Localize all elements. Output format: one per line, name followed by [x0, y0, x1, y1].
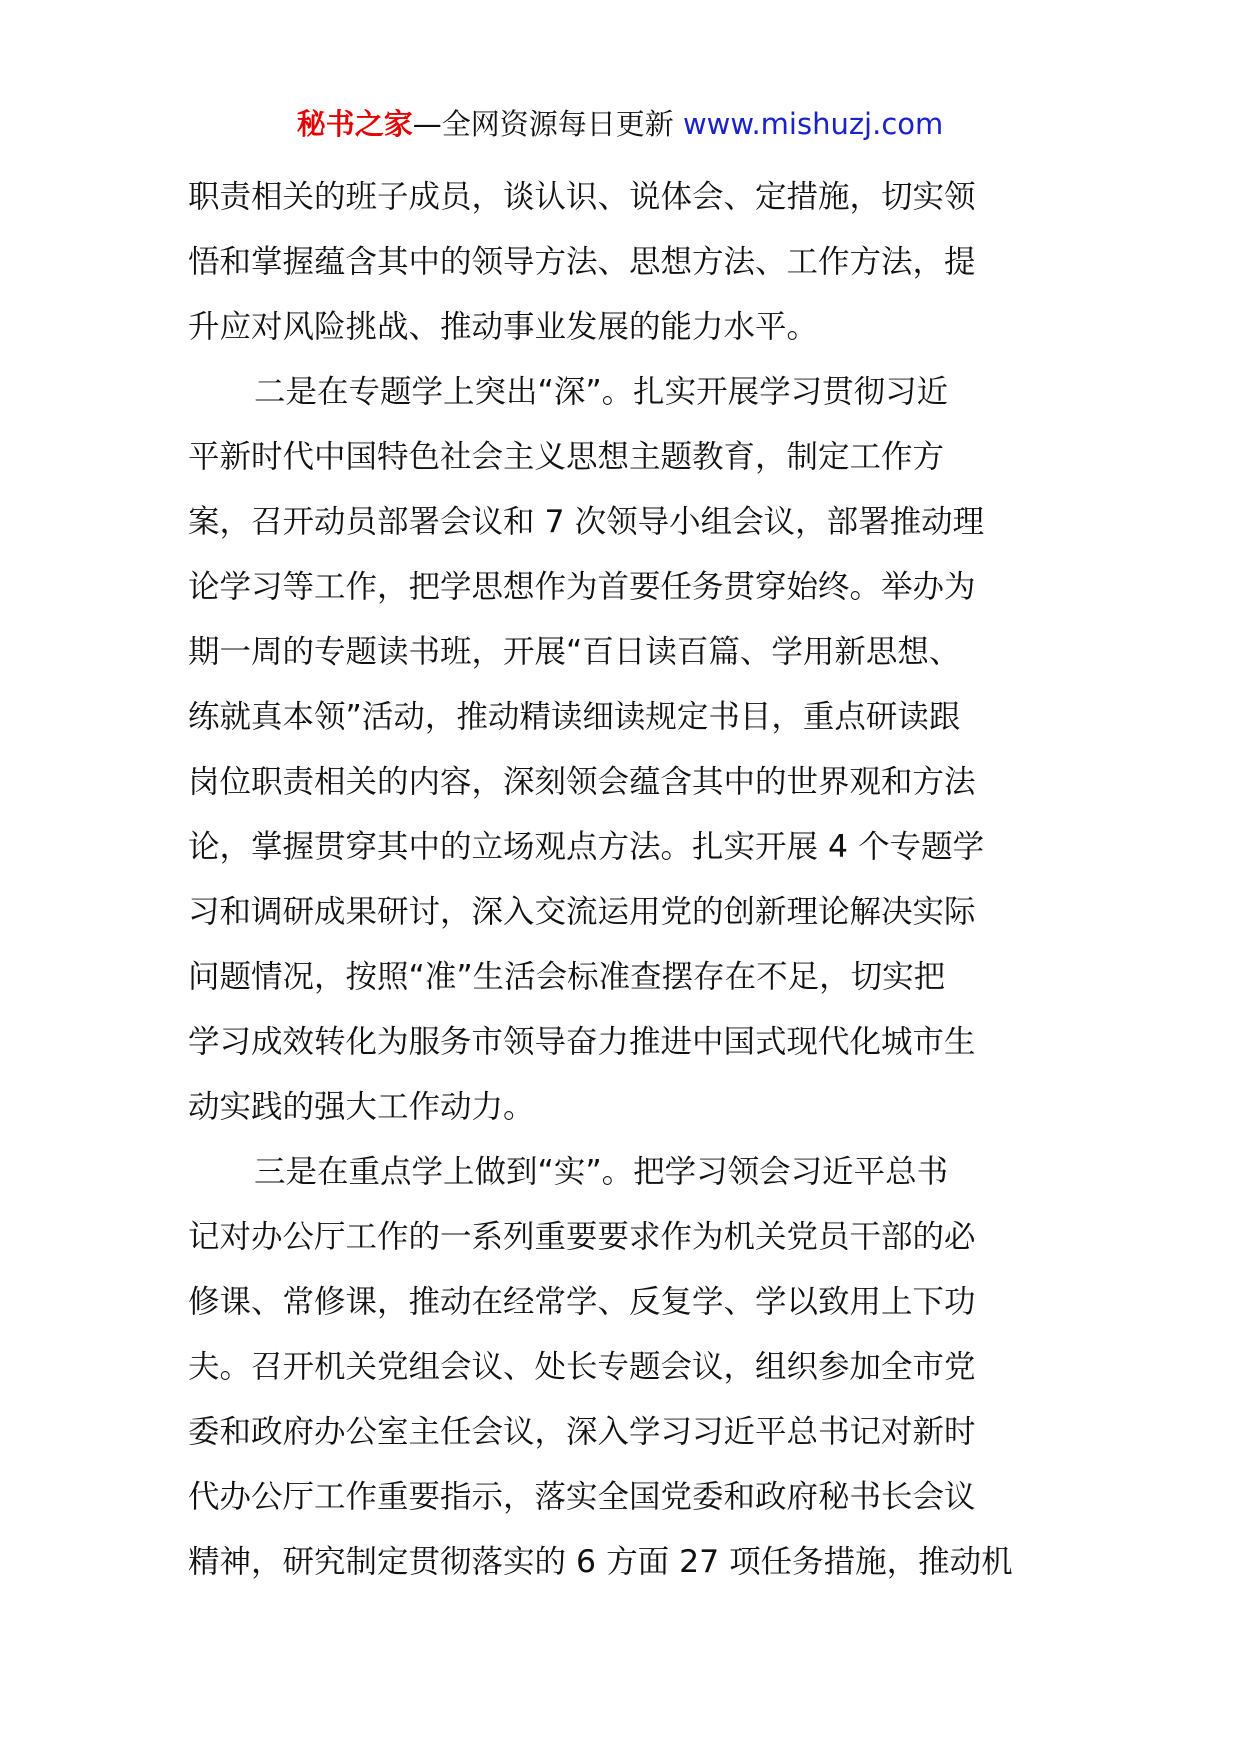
paragraph-2	[188, 360, 1058, 1140]
text-line: 岗位职责相关的内容，深刻领会蕴含其中的世界观和方法	[188, 764, 976, 800]
text-line: 学习成效转化为服务市领导奋力推进中国式现代化城市生	[188, 1024, 976, 1060]
text-line: 论学习等工作，把学思想作为首要任务贯穿始终。举办为	[188, 569, 976, 605]
text-line: 习和调研成果研讨，深入交流运用党的创新理论解决实际	[188, 894, 976, 930]
document-body	[188, 165, 1058, 1595]
text-line: 夫。召开机关党组会议、处长专题会议，组织参加全市党	[188, 1349, 976, 1385]
text-line: 论，掌握贯穿其中的立场观点方法。扎实开展 4 个专题学	[188, 829, 985, 865]
text-line: 升应对风险挑战、推动事业发展的能力水平。	[188, 309, 819, 345]
paragraph-1	[188, 165, 1058, 360]
text-line: 练就真本领”活动，推动精读细读规定书目，重点研读跟	[188, 699, 961, 735]
text-line: 二是在专题学上突出“深”。扎实开展学习贯彻习近	[254, 374, 949, 410]
header-brand: 秘书之家	[296, 107, 413, 141]
header-tagline: —全网资源每日更新	[412, 107, 674, 141]
text-line: 记对办公厅工作的一系列重要要求作为机关党员干部的必	[188, 1219, 976, 1255]
text-line: 精神，研究制定贯彻落实的 6 方面 27 项任务措施，推动机	[188, 1544, 1013, 1580]
text-line: 修课、常修课，推动在经常学、反复学、学以致用上下功	[188, 1284, 976, 1320]
text-line: 职责相关的班子成员，谈认识、说体会、定措施，切实领	[188, 179, 976, 215]
header-url-link[interactable]: www.mishuzj.com	[682, 107, 944, 141]
text-line: 委和政府办公室主任会议，深入学习习近平总书记对新时	[188, 1414, 976, 1450]
text-line: 案，召开动员部署会议和 7 次领导小组会议，部署推动理	[188, 504, 985, 540]
paragraph-3	[188, 1140, 1058, 1595]
text-line: 动实践的强大工作动力。	[188, 1089, 535, 1125]
text-line: 代办公厅工作重要指示，落实全国党委和政府秘书长会议	[188, 1479, 976, 1515]
text-line: 问题情况，按照“准”生活会标准查摆存在不足，切实把	[188, 959, 946, 995]
page-header	[0, 102, 1240, 146]
text-line: 三是在重点学上做到“实”。把学习领会习近平总书	[254, 1154, 949, 1190]
text-line: 平新时代中国特色社会主义思想主题教育，制定工作方	[188, 439, 945, 475]
text-line: 期一周的专题读书班，开展“百日读百篇、学用新思想、	[188, 634, 961, 670]
text-line: 悟和掌握蕴含其中的领导方法、思想方法、工作方法，提	[188, 244, 976, 280]
